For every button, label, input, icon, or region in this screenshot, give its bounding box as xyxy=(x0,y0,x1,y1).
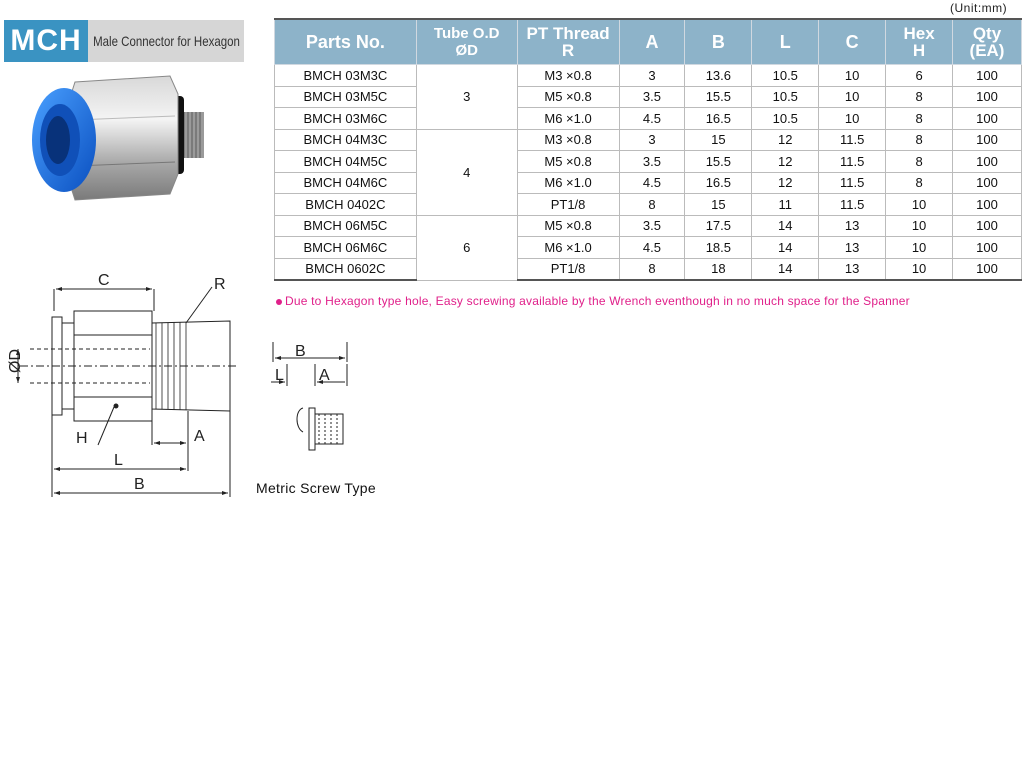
cell-thread: M5 ×0.8 xyxy=(517,151,619,173)
cell-a: 3.5 xyxy=(619,215,685,237)
metric-screw-drawing xyxy=(255,338,355,478)
technical-drawing xyxy=(0,265,250,505)
feature-note-text: Due to Hexagon type hole, Easy screwing available by the Wrench eventhough in no much space for the Spanner xyxy=(285,294,910,308)
cell-tube-od: 4 xyxy=(416,129,517,215)
cell-a: 4.5 xyxy=(619,172,685,194)
header-parts-no: Parts No. xyxy=(275,19,417,65)
dim-label-h: H xyxy=(76,430,88,447)
dim-label-c: C xyxy=(98,272,110,289)
table-row xyxy=(275,194,1022,216)
table-row xyxy=(275,108,1022,130)
cell-qty: 100 xyxy=(953,215,1022,237)
cell-hex: 8 xyxy=(886,129,953,151)
cell-a: 3 xyxy=(619,65,685,87)
table-row xyxy=(275,215,1022,237)
table-row xyxy=(275,151,1022,173)
cell-c: 13 xyxy=(819,215,886,237)
cell-b: 18.5 xyxy=(685,237,752,259)
product-photo xyxy=(20,70,220,210)
cell-thread: PT1/8 xyxy=(517,258,619,280)
cell-l: 10.5 xyxy=(752,65,819,87)
cell-b: 13.6 xyxy=(685,65,752,87)
cell-thread: M6 ×1.0 xyxy=(517,108,619,130)
header-c: C xyxy=(819,19,886,65)
cell-thread: M6 ×1.0 xyxy=(517,237,619,259)
dim-label-d: ØD xyxy=(7,349,24,373)
header-qty-line2: (EA) xyxy=(969,41,1005,60)
header-tube-od-line1: Tube O.D xyxy=(433,25,500,42)
cell-a: 4.5 xyxy=(619,108,685,130)
cell-qty: 100 xyxy=(953,86,1022,108)
cell-hex: 10 xyxy=(886,215,953,237)
cell-hex: 10 xyxy=(886,258,953,280)
product-subtitle xyxy=(88,20,244,62)
cell-hex: 10 xyxy=(886,194,953,216)
cell-b: 15 xyxy=(685,129,752,151)
cell-qty: 100 xyxy=(953,258,1022,280)
cell-thread: M5 ×0.8 xyxy=(517,215,619,237)
cell-l: 10.5 xyxy=(752,108,819,130)
cell-c: 11.5 xyxy=(819,172,886,194)
cell-part: BMCH 03M5C xyxy=(275,86,417,108)
cell-thread: PT1/8 xyxy=(517,194,619,216)
header-pt-thread-line1: PT Thread xyxy=(526,24,610,43)
header-b: B xyxy=(685,19,752,65)
header-tube-od xyxy=(416,19,517,65)
cell-qty: 100 xyxy=(953,194,1022,216)
cell-thread: M3 ×0.8 xyxy=(517,129,619,151)
cell-thread: M3 ×0.8 xyxy=(517,65,619,87)
dim-label-l: L xyxy=(114,452,123,469)
table-body xyxy=(275,65,1022,281)
cell-c: 13 xyxy=(819,237,886,259)
header-l: L xyxy=(752,19,819,65)
header-qty-line1: Qty xyxy=(972,24,1002,43)
metric-label-l: L xyxy=(275,367,284,384)
table-row xyxy=(275,172,1022,194)
cell-part: BMCH 04M6C xyxy=(275,172,417,194)
header-hex xyxy=(886,19,953,65)
cell-c: 11.5 xyxy=(819,151,886,173)
cell-a: 4.5 xyxy=(619,237,685,259)
cell-a: 3.5 xyxy=(619,86,685,108)
series-badge: MCH xyxy=(4,20,88,62)
cell-thread: M6 ×1.0 xyxy=(517,172,619,194)
bullet-icon xyxy=(276,299,282,305)
cell-part: BMCH 06M6C xyxy=(275,237,417,259)
cell-tube-od: 3 xyxy=(416,65,517,130)
cell-hex: 10 xyxy=(886,237,953,259)
header-hex-line2: H xyxy=(912,41,926,60)
dim-label-r: R xyxy=(214,276,226,293)
cell-part: BMCH 04M5C xyxy=(275,151,417,173)
cell-hex: 6 xyxy=(886,65,953,87)
dim-label-a: A xyxy=(194,428,205,445)
cell-b: 18 xyxy=(685,258,752,280)
cell-thread: M5 ×0.8 xyxy=(517,86,619,108)
cell-a: 3.5 xyxy=(619,151,685,173)
cell-tube-od: 6 xyxy=(416,215,517,280)
cell-c: 10 xyxy=(819,86,886,108)
header-tube-od-line2: ØD xyxy=(455,42,478,59)
feature-note xyxy=(276,294,910,308)
cell-b: 15.5 xyxy=(685,86,752,108)
cell-part: BMCH 06M5C xyxy=(275,215,417,237)
table-row xyxy=(275,65,1022,87)
table-row xyxy=(275,129,1022,151)
cell-part: BMCH 03M6C xyxy=(275,108,417,130)
cell-c: 13 xyxy=(819,258,886,280)
metric-label-b: B xyxy=(295,343,306,360)
cell-qty: 100 xyxy=(953,151,1022,173)
cell-qty: 100 xyxy=(953,237,1022,259)
metric-label-a: A xyxy=(319,367,330,384)
cell-part: BMCH 0602C xyxy=(275,258,417,280)
cell-qty: 100 xyxy=(953,65,1022,87)
cell-l: 12 xyxy=(752,151,819,173)
unit-label: (Unit:mm) xyxy=(950,1,1008,15)
header-hex-line1: Hex xyxy=(903,24,935,43)
cell-c: 11.5 xyxy=(819,129,886,151)
cell-part: BMCH 0402C xyxy=(275,194,417,216)
cell-l: 14 xyxy=(752,258,819,280)
cell-part: BMCH 03M3C xyxy=(275,65,417,87)
cell-qty: 100 xyxy=(953,172,1022,194)
cell-b: 15.5 xyxy=(685,151,752,173)
header-pt-thread xyxy=(517,19,619,65)
cell-qty: 100 xyxy=(953,108,1022,130)
table-row xyxy=(275,86,1022,108)
cell-c: 10 xyxy=(819,108,886,130)
header-a: A xyxy=(619,19,685,65)
cell-hex: 8 xyxy=(886,172,953,194)
cell-hex: 8 xyxy=(886,86,953,108)
cell-hex: 8 xyxy=(886,151,953,173)
cell-qty: 100 xyxy=(953,129,1022,151)
metric-screw-caption: Metric Screw Type xyxy=(256,480,376,496)
cell-l: 14 xyxy=(752,237,819,259)
table-row xyxy=(275,237,1022,259)
cell-c: 11.5 xyxy=(819,194,886,216)
header-pt-thread-line2: R xyxy=(561,41,575,60)
cell-c: 10 xyxy=(819,65,886,87)
header-qty xyxy=(953,19,1022,65)
cell-l: 12 xyxy=(752,172,819,194)
cell-l: 14 xyxy=(752,215,819,237)
product-subtitle-text: Male Connector for Hexagon xyxy=(92,33,240,49)
cell-b: 16.5 xyxy=(685,172,752,194)
cell-a: 8 xyxy=(619,194,685,216)
cell-l: 10.5 xyxy=(752,86,819,108)
cell-part: BMCH 04M3C xyxy=(275,129,417,151)
cell-b: 16.5 xyxy=(685,108,752,130)
table-row xyxy=(275,258,1022,280)
spec-table xyxy=(274,18,1022,281)
cell-b: 17.5 xyxy=(685,215,752,237)
cell-l: 12 xyxy=(752,129,819,151)
cell-l: 11 xyxy=(752,194,819,216)
cell-a: 8 xyxy=(619,258,685,280)
cell-hex: 8 xyxy=(886,108,953,130)
table-header-row xyxy=(275,19,1022,65)
dim-label-b: B xyxy=(134,476,145,493)
cell-b: 15 xyxy=(685,194,752,216)
cell-a: 3 xyxy=(619,129,685,151)
